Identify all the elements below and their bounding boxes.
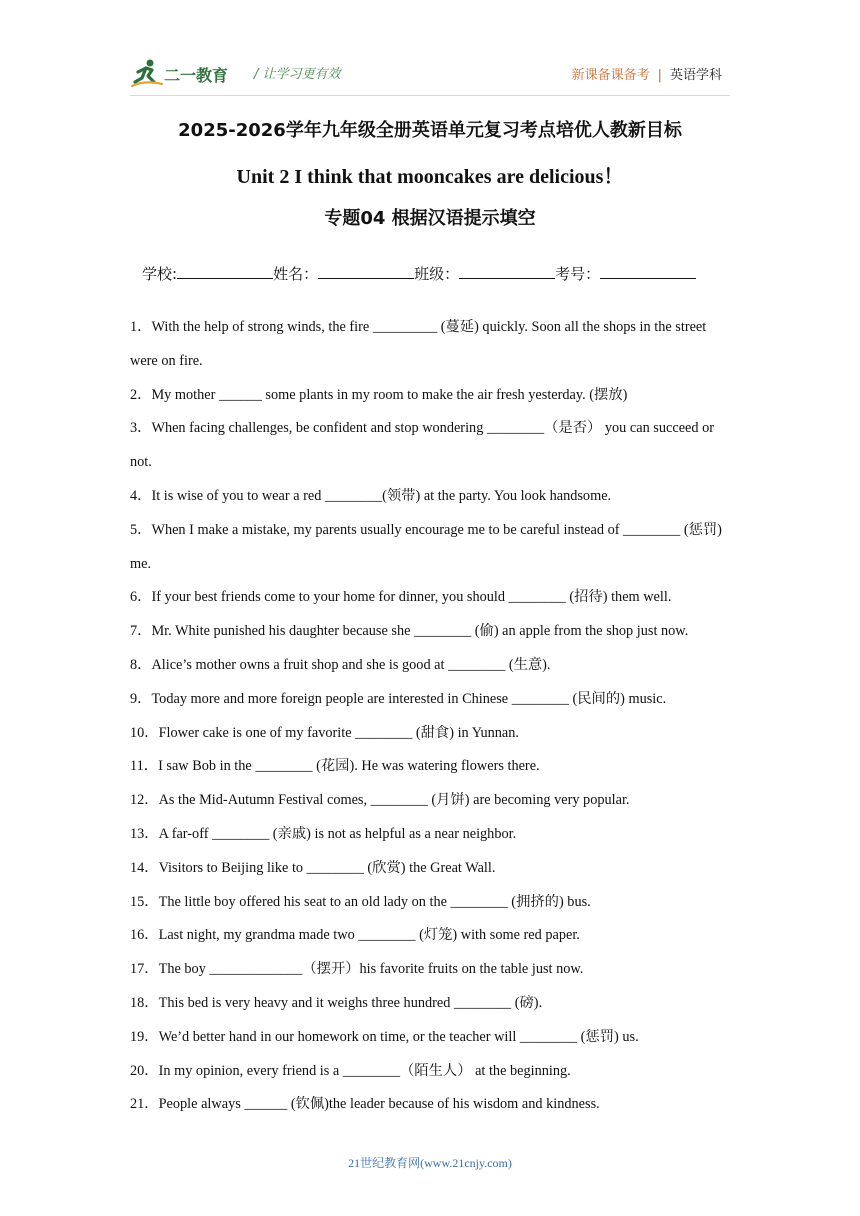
class-label: 班级： [414,265,460,283]
question-item: 17．The boy _____________（摆开）his favorite fruits on the table just now. [130,961,584,978]
name-blank[interactable] [318,264,414,279]
question-item: 21．People always ______ (钦佩)the leader because of his wisdom and kindness. [130,1096,600,1113]
question-item: 10．Flower cake is one of my favorite ________ (甜食) in Yunnan. [130,724,519,741]
question-item: 9．Today more and more foreign people are interested in Chinese ________ (民间的) music. [130,690,667,707]
name-label: 姓名： [273,265,319,283]
question-item: 15．The little boy offered his seat to an old lady on the ________ (拥挤的) bus. [130,893,591,910]
question-item: 13．A far-off ________ (亲戚) is not as helpful as a near neighbor. [130,825,517,842]
page-header [130,56,730,90]
unit-title: Unit 2 I think that mooncakes are delicious！ [236,166,624,188]
slogan: / 让学习更有效 [254,67,341,82]
question-item: 11．I saw Bob in the ________ (花园). He was watering flowers there. [130,758,540,775]
header-separator: | [657,68,662,83]
runner-logo-icon [130,56,164,90]
exam-number-label: 考号： [555,265,601,283]
question-item: 3．When facing challenges, be confident and stop wondering ________（是否） you can succeed or not. [130,420,715,471]
class-blank[interactable] [459,264,555,279]
header-subject [572,64,722,83]
school-blank[interactable] [177,264,273,279]
topic-title: 专题04 根据汉语提示填空 [324,208,536,229]
logo-text: 二一教育 [164,66,229,85]
doc-title: 2025-2026学年九年级全册英语单元复习考点培优人教新目标 [178,120,682,141]
brand-logo [130,56,242,90]
question-item: 16．Last night, my grandma made two ________ (灯笼) with some red paper. [130,927,580,944]
question-item: 18．This bed is very heavy and it weighs three hundred ________ (磅). [130,994,543,1011]
question-item: 4．It is wise of you to wear a red ________(领带) at the party. You look handsome. [130,487,612,504]
question-item: 5．When I make a mistake, my parents usually encourage me to be careful instead of ________ (惩罚) me. [130,521,722,572]
student-info-row [142,263,696,284]
school-label: 学校: [142,265,178,283]
header-divider [130,95,730,96]
question-item: 12．As the Mid-Autumn Festival comes, ________ (月饼) are becoming very popular. [130,792,630,809]
subject-label: 英语学科 [669,68,722,83]
question-item: 19．We’d better hand in our homework on time, or the teacher will ________ (惩罚) us. [130,1028,639,1045]
question-item: 1．With the help of strong winds, the fire _________ (蔓延) quickly. Soon all the shops in the street were on fire. [130,319,707,369]
question-list [130,311,732,1122]
footer-source-link[interactable]: 21世纪教育网(www.21cnjy.com) [348,1156,512,1170]
question-item: 20．In my opinion, every friend is a ________（陌生人） at the beginning. [130,1062,571,1079]
question-item: 7．Mr. White punished his daughter because she ________ (偷) an apple from the shop just now. [130,623,689,640]
question-item: 2．My mother ______ some plants in my room to make the air fresh yesterday. (摆放) [130,386,628,403]
question-item: 6．If your best friends come to your home for dinner, you should ________ (招待) them well. [130,589,672,606]
question-item: 14．Visitors to Beijing like to ________ (欣赏) the Great Wall. [130,859,496,876]
header-tag: 新课备课备考 [571,68,650,83]
exam-number-blank[interactable] [600,264,696,279]
question-item: 8．Alice’s mother owns a fruit shop and she is good at ________ (生意). [130,656,551,673]
